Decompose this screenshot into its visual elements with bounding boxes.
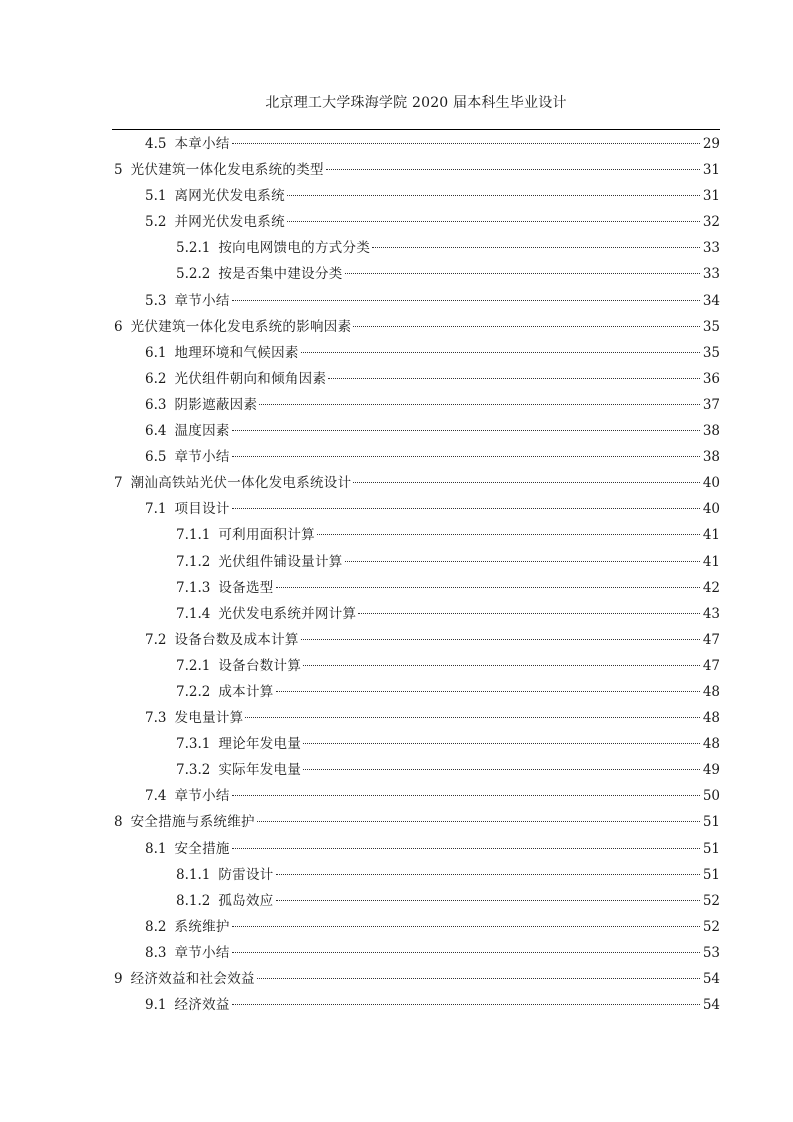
toc-entry[interactable] xyxy=(112,940,720,966)
toc-entry-title: 可利用面积计算 xyxy=(218,527,315,544)
toc-entry-page: 29 xyxy=(702,136,720,152)
toc-entry[interactable] xyxy=(112,444,720,470)
toc-dot-leader xyxy=(328,378,700,379)
toc-entry-title: 防雷设计 xyxy=(218,866,274,883)
toc-dot-leader xyxy=(303,743,700,744)
toc-entry[interactable] xyxy=(112,757,720,783)
toc-entry-page: 42 xyxy=(702,579,720,596)
toc-entry-number: 7.3.2 xyxy=(176,762,211,779)
toc-entry-page: 47 xyxy=(702,631,720,648)
toc-entry-number: 5.1 xyxy=(145,188,167,205)
toc-entry-title: 按是否集中建设分类 xyxy=(218,266,343,283)
toc-entry[interactable] xyxy=(112,731,720,757)
toc-entry[interactable] xyxy=(112,575,720,601)
toc-dot-leader xyxy=(232,508,700,509)
toc-dot-leader xyxy=(345,561,700,562)
toc-entry-page: 31 xyxy=(702,188,720,205)
toc-entry[interactable] xyxy=(112,470,720,496)
toc-dot-leader xyxy=(232,952,700,953)
toc-entry-number: 7.4 xyxy=(145,788,167,805)
toc-entry-page: 48 xyxy=(702,710,720,727)
toc-entry-title: 光伏建筑一体化发电系统的影响因素 xyxy=(130,318,352,335)
toc-entry-number: 7.1 xyxy=(145,501,167,518)
toc-entry-number: 7.1.3 xyxy=(176,579,211,596)
toc-dot-leader xyxy=(372,247,700,248)
toc-dot-leader xyxy=(276,874,700,875)
toc-entry-page: 33 xyxy=(702,240,720,257)
toc-entry[interactable] xyxy=(112,183,720,209)
toc-entry[interactable] xyxy=(112,157,720,183)
toc-entry-page: 52 xyxy=(702,892,720,909)
toc-entry-page: 38 xyxy=(702,449,720,466)
toc-entry-title: 阴影遮蔽因素 xyxy=(174,396,258,413)
toc-dot-leader xyxy=(301,352,700,353)
toc-dot-leader xyxy=(353,482,699,483)
toc-entry[interactable] xyxy=(112,314,720,340)
toc-entry[interactable] xyxy=(112,914,720,940)
toc-entry-title: 系统维护 xyxy=(174,918,230,935)
toc-entry-number: 7.1.1 xyxy=(176,527,211,544)
toc-dot-leader xyxy=(345,273,700,274)
toc-dot-leader xyxy=(232,848,700,849)
toc-entry[interactable] xyxy=(112,679,720,705)
toc-entry-number: 7.2 xyxy=(145,631,167,648)
toc-entry-title: 离网光伏发电系统 xyxy=(174,188,285,205)
toc-entry-title: 项目设计 xyxy=(174,501,230,518)
toc-entry[interactable] xyxy=(112,340,720,366)
toc-dot-leader xyxy=(232,1004,700,1005)
toc-entry[interactable] xyxy=(112,288,720,314)
toc-entry-number: 8 xyxy=(114,814,123,831)
header-rule xyxy=(112,129,720,130)
toc-entry-number: 5.2.2 xyxy=(176,266,211,283)
toc-entry[interactable] xyxy=(112,992,720,1018)
toc-entry-page: 40 xyxy=(702,475,720,492)
toc-dot-leader xyxy=(326,169,700,170)
toc-entry-number: 7.1.4 xyxy=(176,605,211,622)
toc-dot-leader xyxy=(276,900,700,901)
toc-entry-number: 6.2 xyxy=(145,370,167,387)
toc-entry-number: 8.1 xyxy=(145,840,167,857)
toc-entry[interactable] xyxy=(112,705,720,731)
toc-entry-page: 33 xyxy=(702,266,720,283)
toc-entry-page: 37 xyxy=(702,396,720,413)
toc-entry-number: 7.3 xyxy=(145,710,167,727)
toc-entry-number: 5.2 xyxy=(145,214,167,231)
toc-dot-leader xyxy=(287,195,700,196)
toc-dot-leader xyxy=(259,404,700,405)
toc-entry-title: 安全措施 xyxy=(174,840,230,857)
toc-entry-title: 潮汕高铁站光伏一体化发电系统设计 xyxy=(130,475,352,492)
toc-dot-leader xyxy=(301,639,700,640)
toc-dot-leader xyxy=(358,613,699,614)
toc-entry-number: 5.2.1 xyxy=(176,240,211,257)
toc-entry-number: 8.1.2 xyxy=(176,892,211,909)
toc-entry-number: 9.1 xyxy=(145,997,167,1014)
toc-entry[interactable] xyxy=(112,601,720,627)
toc-entry-page: 41 xyxy=(702,553,720,570)
toc-entry-page: 51 xyxy=(702,814,720,831)
toc-entry-title: 章节小结 xyxy=(174,788,230,805)
toc-entry-number: 6.3 xyxy=(145,396,167,413)
toc-entry-page: 36 xyxy=(702,370,720,387)
toc-entry-page: 35 xyxy=(702,318,720,335)
toc-entry-title: 经济效益 xyxy=(174,997,230,1014)
toc-entry-page: 50 xyxy=(702,788,720,805)
toc-entry[interactable] xyxy=(112,549,720,575)
toc-entry[interactable] xyxy=(112,809,720,835)
toc-entry-number: 6.5 xyxy=(145,449,167,466)
toc-entry-page: 51 xyxy=(702,840,720,857)
toc-entry-title: 孤岛效应 xyxy=(218,892,274,909)
toc-entry-page: 34 xyxy=(702,292,720,309)
toc-entry-title: 光伏发电系统并网计算 xyxy=(218,605,357,622)
toc-entry-number: 8.2 xyxy=(145,918,167,935)
toc-entry[interactable] xyxy=(112,862,720,888)
toc-dot-leader xyxy=(303,769,700,770)
toc-entry-number: 7.2.2 xyxy=(176,683,211,700)
toc-entry-number: 7.2.1 xyxy=(176,657,211,674)
toc-entry-number: 5 xyxy=(114,162,123,179)
toc-entry-page: 35 xyxy=(702,344,720,361)
toc-entry-page: 54 xyxy=(702,997,720,1014)
toc-entry[interactable] xyxy=(112,418,720,444)
toc-dot-leader xyxy=(232,143,700,144)
toc-entry-title: 设备台数及成本计算 xyxy=(174,631,299,648)
toc-entry-number: 7.1.2 xyxy=(176,553,211,570)
toc-entry[interactable] xyxy=(112,131,720,157)
toc-entry-title: 经济效益和社会效益 xyxy=(130,971,255,987)
toc-entry-title: 地理环境和气候因素 xyxy=(174,344,299,361)
toc-entry-page: 43 xyxy=(702,605,720,622)
toc-entry-number: 8.3 xyxy=(145,944,167,961)
toc-entry-title: 设备台数计算 xyxy=(218,657,302,674)
toc-entry-page: 32 xyxy=(702,214,720,231)
toc-entry-title: 按向电网馈电的方式分类 xyxy=(218,240,371,257)
toc-entry-title: 光伏建筑一体化发电系统的类型 xyxy=(130,162,324,179)
toc-entry-number: 5.3 xyxy=(145,292,167,309)
toc-dot-leader xyxy=(303,665,700,666)
toc-entry-number: 6 xyxy=(114,318,123,335)
toc-entry-page: 48 xyxy=(702,683,720,700)
toc-entry-page: 47 xyxy=(702,657,720,674)
toc-entry-title: 成本计算 xyxy=(218,683,274,700)
toc-entry[interactable] xyxy=(112,783,720,809)
toc-entry-title: 并网光伏发电系统 xyxy=(174,214,285,231)
toc-entry[interactable] xyxy=(112,836,720,862)
toc-entry[interactable] xyxy=(112,888,720,914)
toc-entry-page: 49 xyxy=(702,762,720,779)
toc-entry-title: 章节小结 xyxy=(174,944,230,961)
toc-dot-leader xyxy=(232,430,700,431)
toc-entry-title: 章节小结 xyxy=(174,449,230,466)
toc-entry-page: 48 xyxy=(702,736,720,753)
toc-entry-number: 9 xyxy=(114,971,123,987)
toc-dot-leader xyxy=(232,795,700,796)
toc-entry-page: 31 xyxy=(702,162,720,179)
toc-entry[interactable] xyxy=(112,235,720,261)
table-of-contents xyxy=(112,131,720,1018)
toc-dot-leader xyxy=(232,456,700,457)
toc-dot-leader xyxy=(287,221,700,222)
toc-entry[interactable] xyxy=(112,496,720,522)
toc-dot-leader xyxy=(232,300,700,301)
toc-entry-title: 温度因素 xyxy=(174,423,230,440)
toc-entry-title: 光伏组件朝向和倾角因素 xyxy=(174,370,327,387)
toc-entry-title: 实际年发电量 xyxy=(218,762,302,779)
toc-entry[interactable] xyxy=(112,653,720,679)
toc-entry-page: 52 xyxy=(702,918,720,935)
toc-entry-number: 7 xyxy=(114,475,123,492)
toc-entry-page: 53 xyxy=(702,944,720,961)
page-header: 北京理工大学珠海学院 2020 届本科生毕业设计 xyxy=(265,95,567,111)
toc-entry-page: 51 xyxy=(702,866,720,883)
toc-entry[interactable] xyxy=(112,392,720,418)
toc-entry-number: 8.1.1 xyxy=(176,866,211,883)
toc-dot-leader xyxy=(353,326,699,327)
toc-entry[interactable] xyxy=(112,522,720,548)
toc-entry-number: 6.4 xyxy=(145,423,167,440)
toc-entry-number: 4.5 xyxy=(145,136,167,152)
toc-entry-title: 理论年发电量 xyxy=(218,736,302,753)
toc-entry-title: 发电量计算 xyxy=(174,710,244,727)
toc-entry-title: 本章小结 xyxy=(174,136,230,152)
toc-dot-leader xyxy=(245,717,699,718)
toc-entry[interactable] xyxy=(112,366,720,392)
toc-entry-title: 章节小结 xyxy=(174,292,230,309)
toc-entry-title: 设备选型 xyxy=(218,579,274,596)
toc-dot-leader xyxy=(257,978,700,979)
toc-dot-leader xyxy=(317,534,700,535)
toc-entry[interactable] xyxy=(112,261,720,287)
toc-entry-title: 安全措施与系统维护 xyxy=(130,814,255,831)
toc-entry-title: 光伏组件铺设量计算 xyxy=(218,553,343,570)
toc-dot-leader xyxy=(257,821,700,822)
toc-entry[interactable] xyxy=(112,627,720,653)
toc-entry-number: 7.3.1 xyxy=(176,736,211,753)
toc-dot-leader xyxy=(232,926,700,927)
toc-dot-leader xyxy=(276,587,700,588)
toc-dot-leader xyxy=(276,691,700,692)
toc-entry-page: 54 xyxy=(702,971,720,987)
toc-entry-number: 6.1 xyxy=(145,344,167,361)
toc-entry[interactable] xyxy=(112,209,720,235)
toc-entry-page: 41 xyxy=(702,527,720,544)
toc-entry-page: 40 xyxy=(702,501,720,518)
toc-entry[interactable] xyxy=(112,966,720,992)
toc-entry-page: 38 xyxy=(702,423,720,440)
